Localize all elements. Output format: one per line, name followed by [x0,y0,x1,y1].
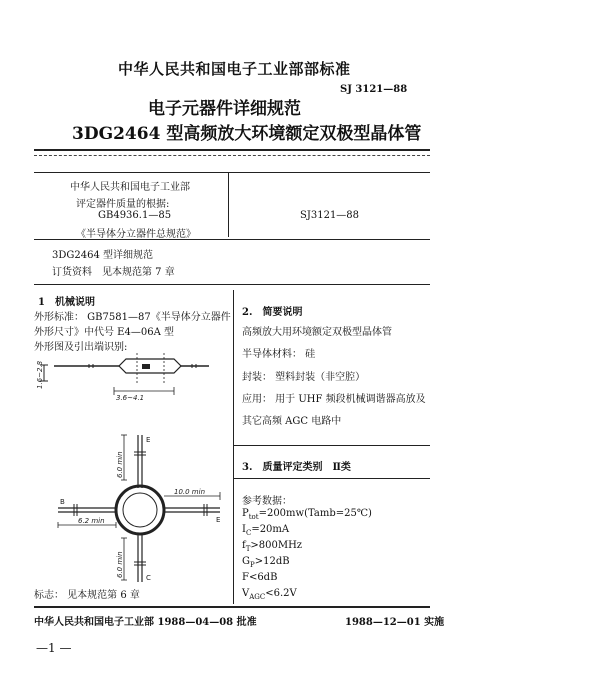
dim-bottom-lead-text: 6.0 min [116,551,124,578]
dim-bottom-text: 3.6~4.1 [116,394,145,402]
param-gp: $G_P>12dB$ [242,556,290,569]
application-line1: 应用： 用于 UHF 频段机械调谐器高放及 [242,394,426,405]
pin-e2-label: E [216,516,221,524]
package-type: 封装： 塑料封装（非空腔） [242,372,366,383]
table-rule [34,284,430,285]
table-divider [228,172,229,237]
basis-standard: GB4936.1—85 [98,210,172,221]
param-nf: F<6dB [242,572,278,583]
marking-note: 标志： 见本规范第 6 章 [34,590,140,601]
approval-date: 中华人民共和国电子工业部 1988—04—08 批准 [34,617,257,628]
header-dashed-rule [34,155,430,156]
device-title: 3DG2464 型高频放大环境额定双极型晶体管 [72,124,422,144]
pin-c-label: C [146,574,151,582]
pin-e-label: E [146,436,151,444]
spec-code-cell: SJ3121—88 [300,210,360,221]
device-description: 高频放大用环境额定双极型晶体管 [242,327,392,338]
application-line2: 其它高频 AGC 电路中 [242,416,342,427]
dept-name: 中华人民共和国电子工业部 [70,182,190,193]
footer-rule [34,606,430,608]
table-rule [34,172,430,173]
outline-standard-cont: 外形尺寸》中代号 E4—06A 型 [34,327,174,338]
spec-name: 3DG2464 型详细规范 [52,250,153,261]
column-divider [233,290,234,604]
dim-left-text: 1.6~2.8 [36,360,44,389]
section1-heading: 1 机械说明 [38,297,95,308]
param-ic: $I_C=20mA$ [242,524,290,537]
outline-figure-label: 外形图及引出端识别: [34,342,128,353]
basis-standard-name: 《半导体分立器件总规范》 [76,229,196,240]
param-ft: $f_T>800MHz$ [242,540,303,553]
section-rule [233,445,430,446]
table-rule [34,239,430,240]
param-ptot: $P_{tot}=200mw(Tamb=25℃)$ [242,508,372,521]
outline-standard: 外形标准： GB7581—87《半导体分立器件 [34,312,231,323]
param-vagc: $V_{AGC}<6.2V$ [242,588,297,601]
effective-date: 1988—12—01 实施 [345,617,445,628]
top-view-drawing [34,430,232,585]
section2-heading: 2. 简要说明 [242,307,303,318]
basis-label: 评定器件质量的根据: [76,199,170,210]
page-number: —1 — [36,641,72,655]
dim-left-lead-text: 6.2 min [78,517,105,525]
reference-data-label: 参考数据： [242,496,292,507]
section3-heading: 3. 质量评定类别 Ⅱ类 [242,462,351,473]
side-view-drawing [34,345,232,405]
pin-b-label: B [60,498,65,506]
semiconductor-material: 半导体材料： 硅 [242,349,316,360]
spec-title: 电子元器件详细规范 [148,99,301,119]
ministry-standard-title: 中华人民共和国电子工业部部标准 [118,60,351,78]
dim-top-lead-text: 6.0 min [116,451,124,478]
order-info: 订货资料 见本规范第 7 章 [52,267,175,278]
standard-code: SJ 3121—88 [340,84,408,95]
dim-right-lead-text: 10.0 min [174,488,206,496]
header-rule [34,149,430,151]
section-rule [233,478,430,479]
